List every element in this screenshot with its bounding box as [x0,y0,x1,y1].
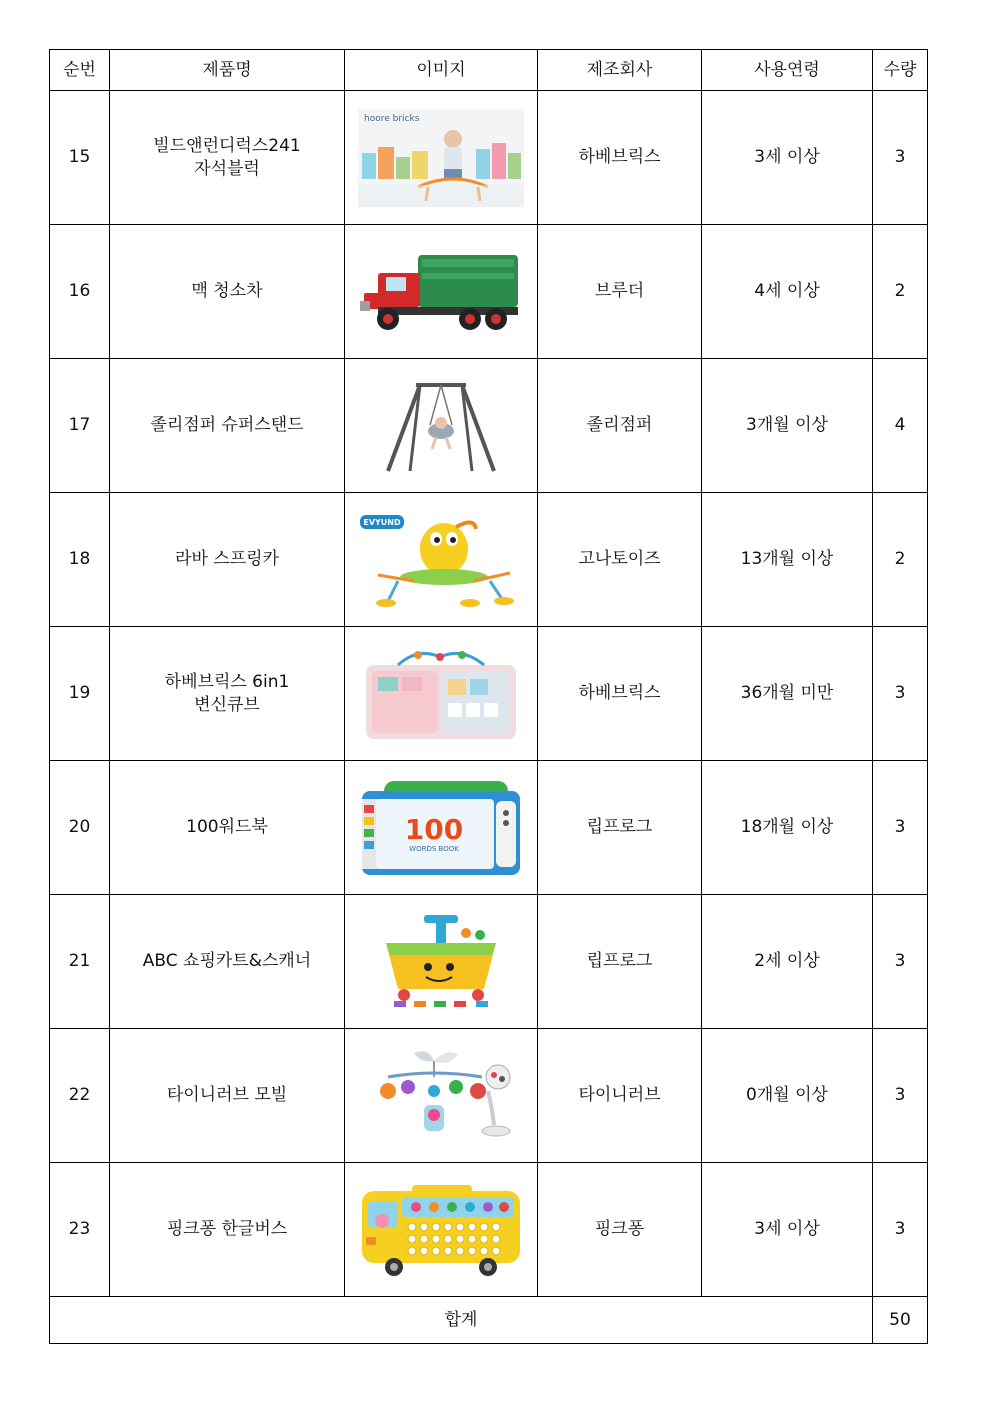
total-label: 합계 [50,1297,873,1344]
row-maker: 하베브릭스 [538,91,702,225]
header-age: 사용연령 [702,50,873,91]
row-maker: 립프로그 [538,895,702,1029]
toy-list-table [49,49,928,1344]
row-name-line: 핑크퐁 한글버스 [166,1219,288,1240]
row-name [110,91,345,225]
row-age: 4세 이상 [702,225,873,359]
row-name-line: 빌드앤런디럭스241 [153,135,301,156]
row-age: 3개월 이상 [702,359,873,493]
row-image-cell [345,1163,538,1297]
row-age: 0개월 이상 [702,1029,873,1163]
row-no: 21 [50,895,110,1029]
row-maker: 브루더 [538,225,702,359]
header-maker: 제조회사 [538,50,702,91]
row-maker: 립프로그 [538,761,702,895]
row-age: 13개월 이상 [702,493,873,627]
row-name [110,1029,345,1163]
magnetic-blocks-image [358,109,524,207]
row-no: 22 [50,1029,110,1163]
row-maker: 졸리점퍼 [538,359,702,493]
hangul-bus-image [358,1181,524,1279]
row-age: 36개월 미만 [702,627,873,761]
row-image-cell [345,225,538,359]
row-image-cell [345,761,538,895]
row-name [110,359,345,493]
row-no: 20 [50,761,110,895]
row-maker: 타이니러브 [538,1029,702,1163]
row-qty: 3 [873,91,928,225]
row-image-cell [345,1029,538,1163]
evyund-logo-text: EVYUND [363,517,401,527]
row-maker: 하베브릭스 [538,627,702,761]
baby-mobile-image [358,1047,524,1145]
header-name: 제품명 [110,50,345,91]
baby-jumper-stand-image [358,377,524,475]
row-name [110,1163,345,1297]
row-no: 18 [50,493,110,627]
row-name [110,895,345,1029]
blocks-logo-text: hoore bricks [364,113,420,124]
row-image-cell [345,627,538,761]
table-row [50,1163,928,1297]
row-name-line: 졸리점퍼 슈퍼스탠드 [150,415,304,436]
row-no: 17 [50,359,110,493]
shopping-cart-image [358,913,524,1011]
header-qty: 수량 [873,50,928,91]
row-no: 23 [50,1163,110,1297]
row-no: 15 [50,91,110,225]
row-maker: 고나토이즈 [538,493,702,627]
row-name-line: 변신큐브 [194,694,260,715]
header-row [50,50,928,91]
table-row [50,1029,928,1163]
book-sub-text: WORDS BOOK [409,844,459,853]
table-row [50,895,928,1029]
row-image-cell [345,493,538,627]
row-name-line: 100워드북 [186,817,268,838]
row-age: 3세 이상 [702,91,873,225]
table-row [50,761,928,895]
row-image-cell [345,91,538,225]
row-qty: 3 [873,627,928,761]
row-image-cell [345,359,538,493]
row-qty: 2 [873,493,928,627]
row-name-line: 하베브릭스 6in1 [164,671,290,692]
table-row [50,225,928,359]
row-name-line: ABC 쇼핑카트&스캐너 [142,951,312,972]
row-qty: 3 [873,1029,928,1163]
row-maker: 핑크퐁 [538,1163,702,1297]
row-name [110,493,345,627]
table-row [50,359,928,493]
table-row [50,91,928,225]
table-row [50,627,928,761]
row-name-line: 맥 청소차 [191,281,263,302]
row-age: 2세 이상 [702,895,873,1029]
activity-cube-image [358,645,524,743]
word-book-image [358,779,524,877]
row-no: 16 [50,225,110,359]
row-name [110,627,345,761]
row-qty: 3 [873,895,928,1029]
row-image-cell [345,895,538,1029]
row-age: 18개월 이상 [702,761,873,895]
larva-spring-car-image [358,511,524,609]
row-qty: 2 [873,225,928,359]
row-qty: 4 [873,359,928,493]
row-name [110,761,345,895]
row-qty: 3 [873,761,928,895]
row-no: 19 [50,627,110,761]
total-row [50,1297,928,1344]
header-no: 순번 [50,50,110,91]
row-name-line: 라바 스프링카 [175,549,279,570]
row-name [110,225,345,359]
garbage-truck-image [358,243,524,341]
header-image: 이미지 [345,50,538,91]
total-qty: 50 [873,1297,928,1344]
row-name-line: 타이니러브 모빌 [166,1085,288,1106]
row-qty: 3 [873,1163,928,1297]
row-name-line: 자석블럭 [194,158,260,179]
table-row [50,493,928,627]
book-number-text: 100 [404,812,464,846]
row-age: 3세 이상 [702,1163,873,1297]
